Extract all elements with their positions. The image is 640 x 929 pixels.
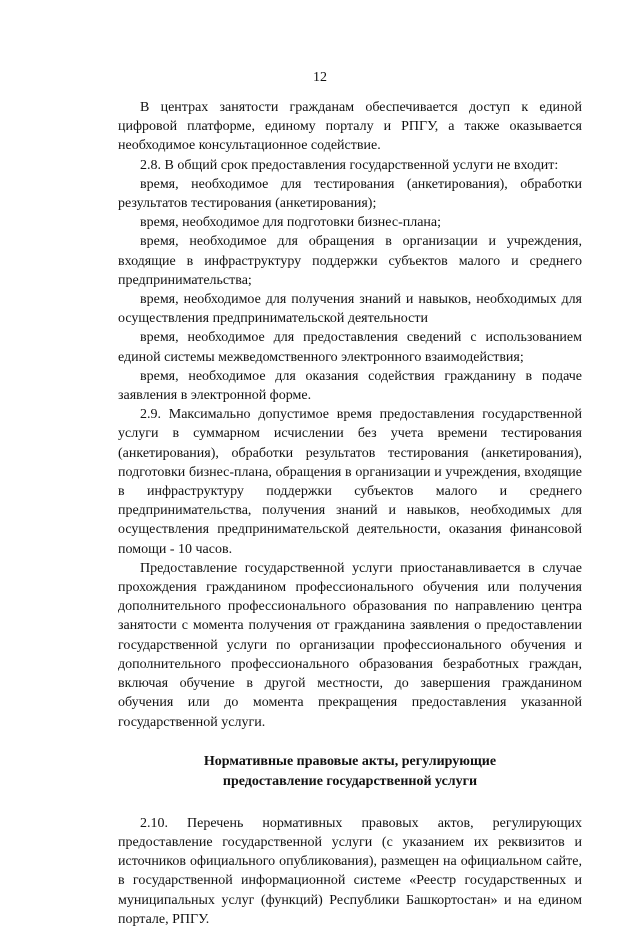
paragraph-2-8-intro: 2.8. В общий срок предоставления государственной услуги не входит: [140, 157, 559, 173]
section-heading [118, 752, 582, 792]
paragraph-2-8-testing: время, необходимое для тестирования (анкетирования), обработки результатов тестирования (анкетирования); [118, 176, 582, 212]
paragraph-2-8-business-plan: время, необходимое для подготовки бизнес-плана; [140, 215, 442, 231]
section-heading-line-2: предоставление государственной услуги [222, 773, 478, 789]
paragraph-2-8-organizations: время, необходимое для обращения в организации и учреждения, входящие в инфраструктуру поддержки субъектов малого и среднего предпринимательства; [118, 234, 582, 288]
paragraph-2-8-knowledge: время, необходимое для получения знаний и навыков, необходимых для осуществления предпринимательской деятельности [118, 292, 582, 327]
paragraph-suspension: Предоставление государственной услуги приостанавливается в случае прохождения гражданином профессионального обучения или получения дополнительного профессионального образования по направлению центра занятости с момента получения от гражданина заявления о предоставлении государственной услуги по организации профессионального обучения и дополнительного профессионального образования безработных граждан, включая обучение в другой местности, до завершения гражданином обучения или до момента прекращения предоставления указанной государственной услуги. [118, 560, 582, 730]
page-number: 12 [313, 70, 327, 85]
paragraph-2-8-interagency: время, необходимое для предоставления сведений с использованием единой системы межведомственного электронного взаимодействия; [118, 330, 582, 365]
paragraph-2-9-max-time: 2.9. Максимально допустимое время предоставления государственной услуги в суммарном исчислении без учета времени тестирования (анкетирования), обработки результатов тестирования (анкетирования), подготовки бизнес-плана, обращения в организации и учреждения, входящие в инфраструктуру поддержки субъектов малого и среднего предпринимательства, получения знаний и навыков, необходимых для осуществления предпринимательской деятельности, оказания финансовой помощи - 10 часов. [118, 407, 582, 557]
section-heading-line-1: Нормативные правовые акты, регулирующие [203, 753, 497, 769]
document-body [118, 98, 582, 929]
paragraph-2-10-legal-acts: 2.10. Перечень нормативных правовых актов, регулирующих предоставление государственной услуги (с указанием их реквизитов и источников официального опубликования), размещен на официальном сайте, в государственной информационной системе «Реестр государственных и муниципальных услуг (функций) Республики Башкортостан» и на едином портале, РПГУ. [118, 815, 582, 927]
paragraph-employment-centers: В центрах занятости гражданам обеспечивается доступ к единой цифровой платформе, единому порталу и РПГУ, а также оказывается необходимое консультационное содействие. [118, 100, 582, 154]
paragraph-2-8-electronic: время, необходимое для оказания содействия гражданину в подаче заявления в электронной форме. [118, 368, 582, 404]
